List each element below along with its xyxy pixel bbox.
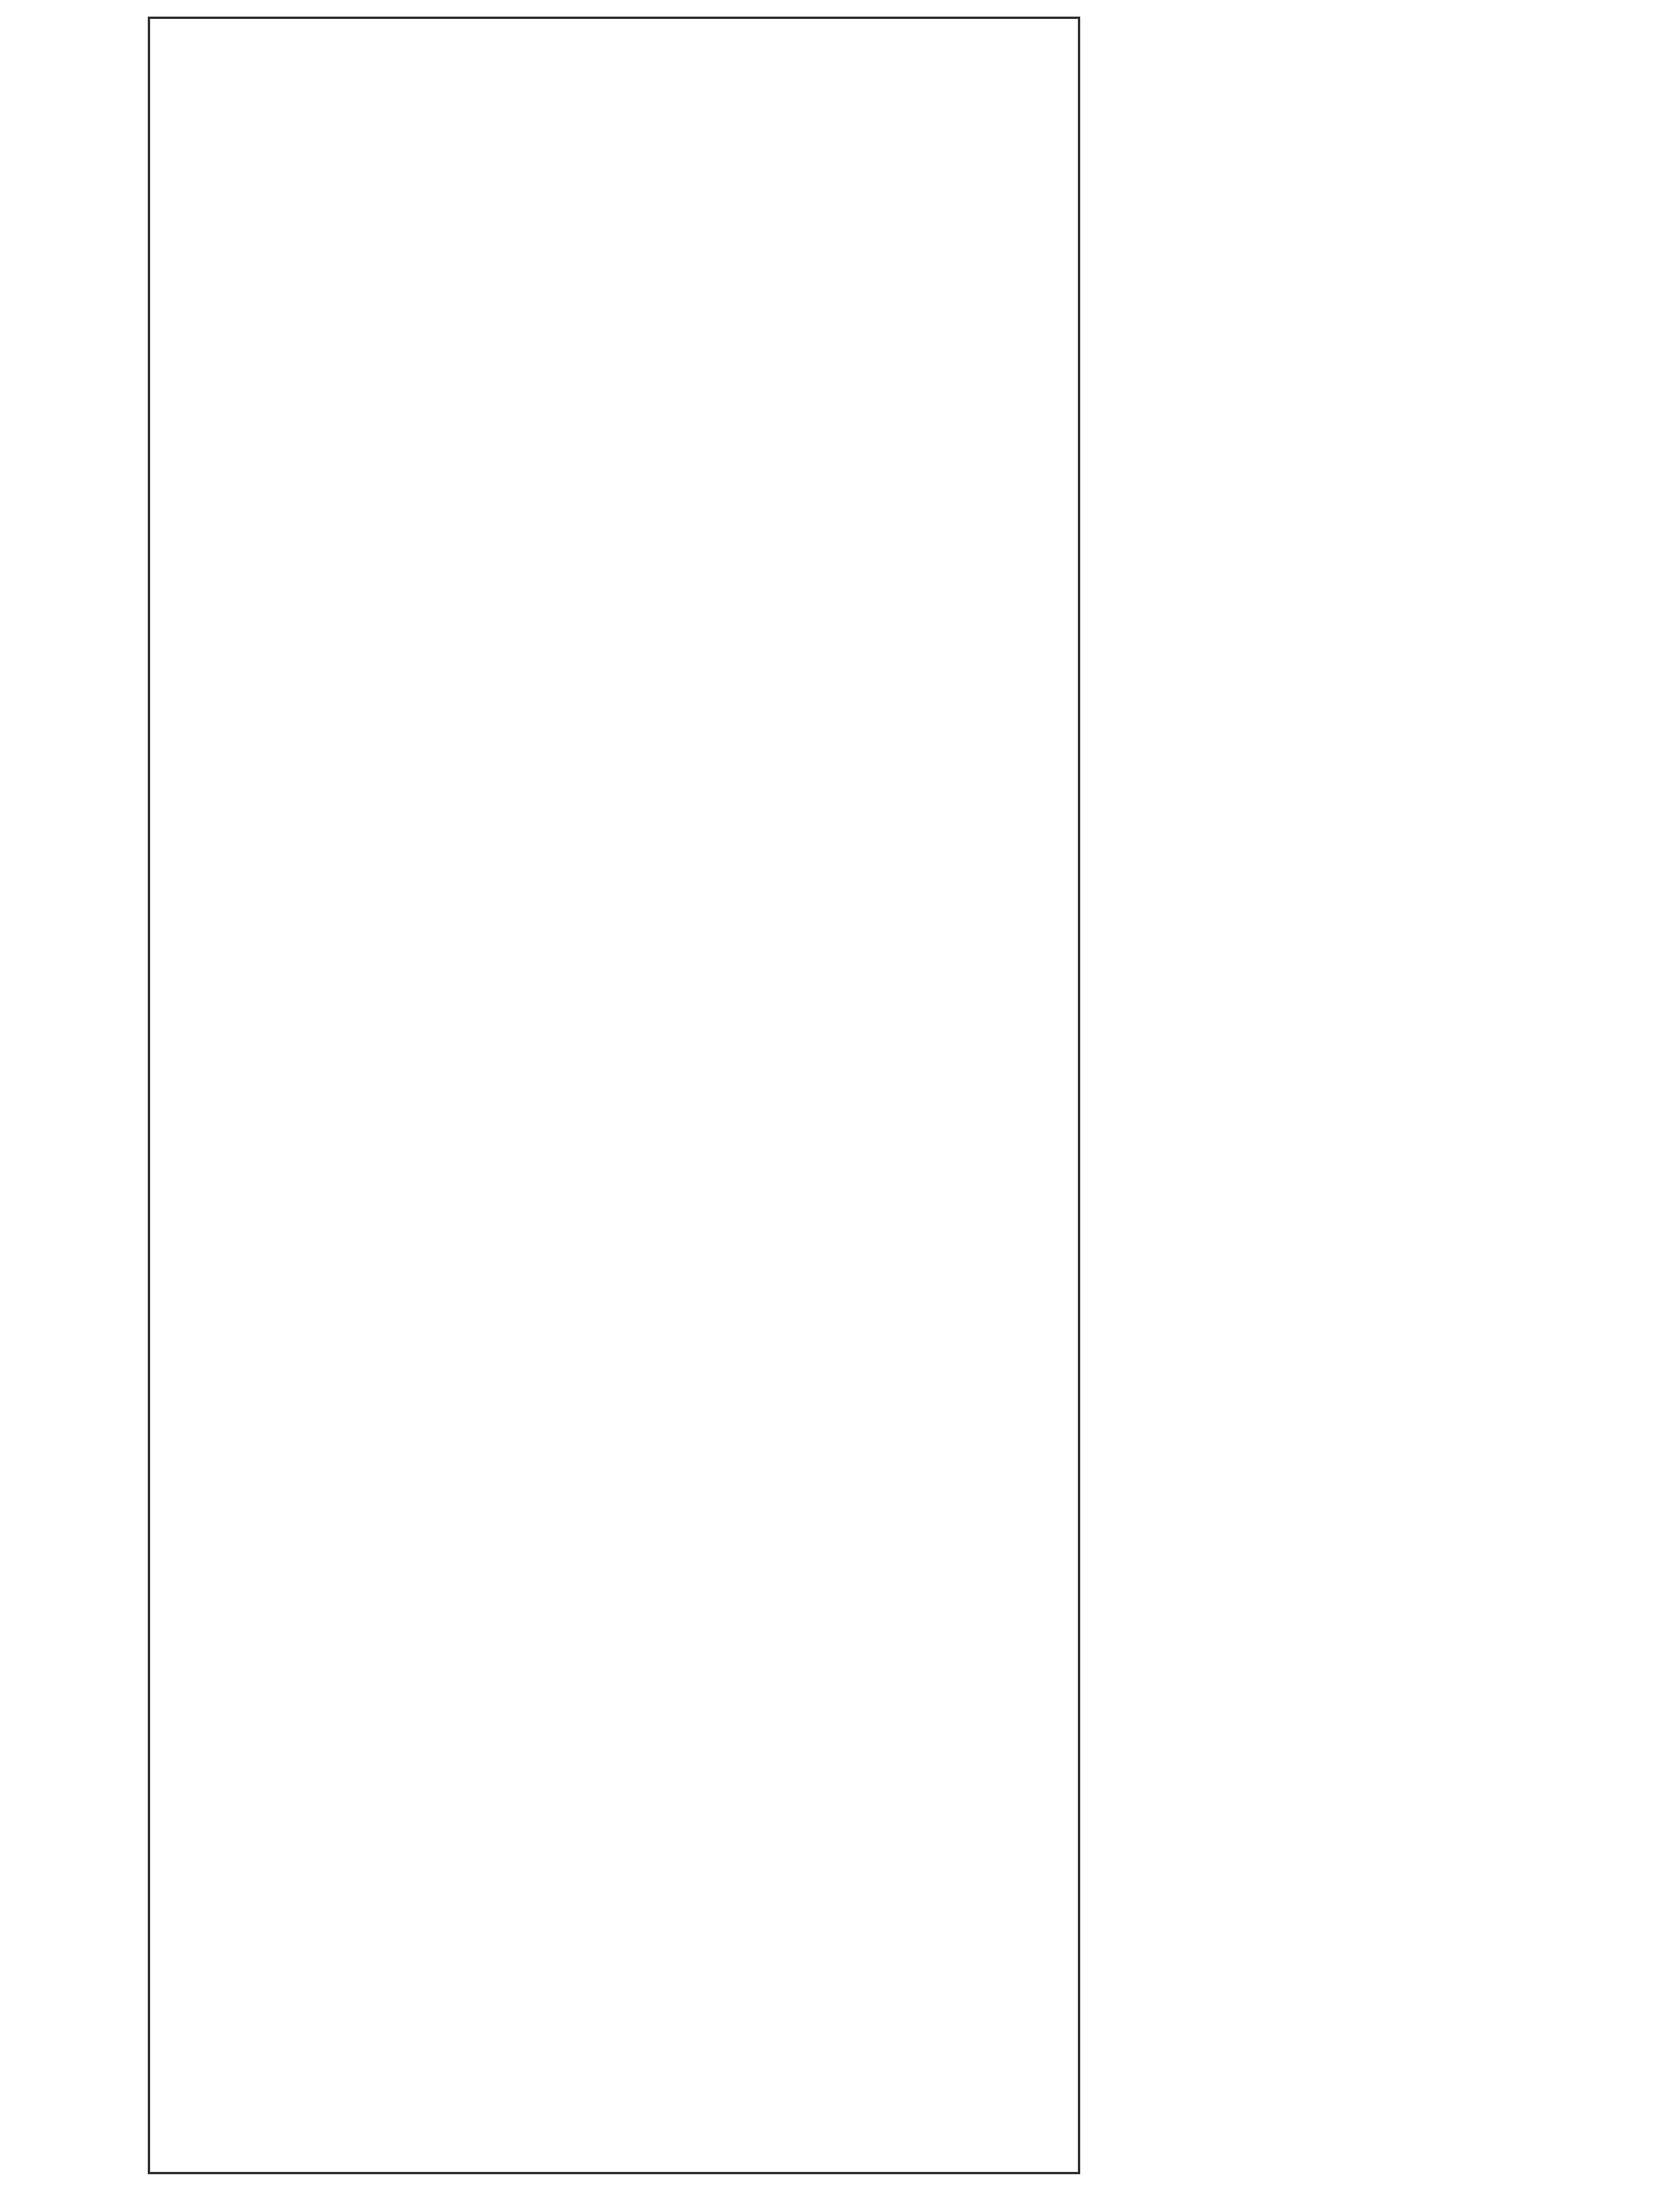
positions-table bbox=[148, 17, 1080, 2174]
footnotes bbox=[1113, 40, 1191, 2174]
